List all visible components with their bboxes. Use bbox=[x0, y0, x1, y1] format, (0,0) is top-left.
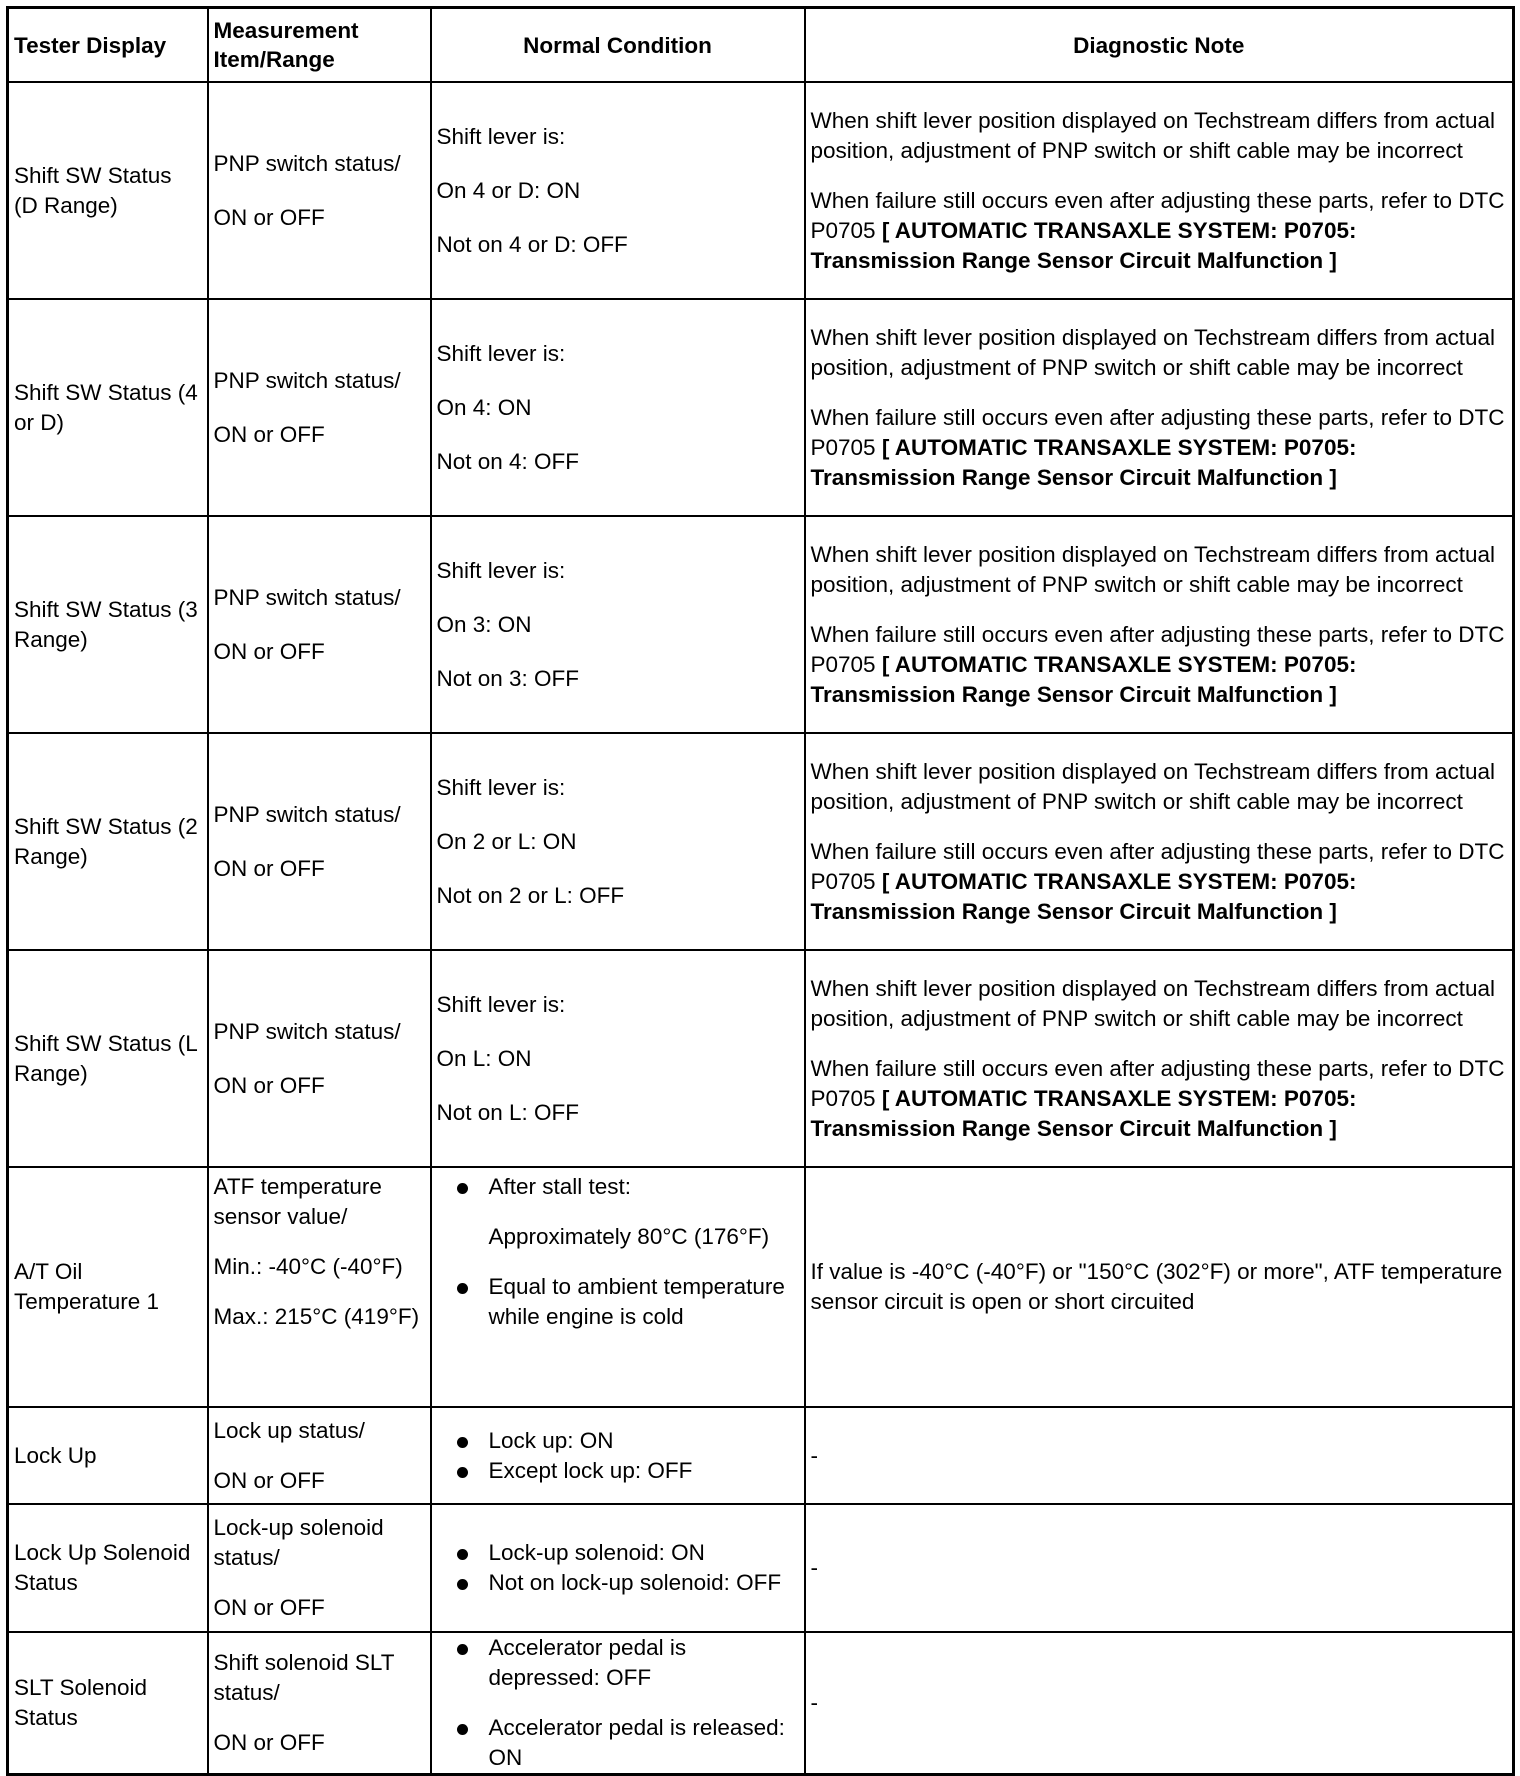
bullet-icon bbox=[457, 1579, 468, 1590]
header-diagnostic-note: Diagnostic Note bbox=[805, 8, 1514, 83]
normal-condition: Shift lever is: On 4: ON Not on 4: OFF bbox=[431, 299, 805, 516]
diagnostic-note: When shift lever position displayed on Techstream differs from actual position, adjustment of PNP switch or shift cable may be incorrect When failure still occurs even after adjusting these parts, refer to DTC P0705 [ AUTOMATIC TRANSAXLE SYSTEM: P0705: Transmission Range Sensor Circuit Malfunction ] bbox=[805, 950, 1514, 1167]
bullet-icon bbox=[457, 1283, 468, 1294]
diagnostic-note: - bbox=[805, 1407, 1514, 1504]
header-tester-display: Tester Display bbox=[8, 8, 208, 83]
list-item: Accelerator pedal is depressed: OFF bbox=[437, 1633, 799, 1693]
dtc-reference-link[interactable]: [ AUTOMATIC TRANSAXLE SYSTEM: P0705: Transmission Range Sensor Circuit Malfunction ] bbox=[810, 868, 1357, 924]
dtc-reference-link[interactable]: [ AUTOMATIC TRANSAXLE SYSTEM: P0705: Transmission Range Sensor Circuit Malfunction ] bbox=[810, 1085, 1357, 1141]
list-item: After stall test: bbox=[437, 1172, 799, 1202]
bullet-icon bbox=[457, 1644, 468, 1655]
tester-display: SLT Solenoid Status bbox=[8, 1632, 208, 1775]
bullet-icon bbox=[457, 1437, 468, 1448]
dtc-reference-link[interactable]: [ AUTOMATIC TRANSAXLE SYSTEM: P0705: Transmission Range Sensor Circuit Malfunction ] bbox=[810, 651, 1357, 707]
normal-condition bbox=[431, 1632, 805, 1775]
table-row bbox=[8, 299, 1514, 516]
tester-display: Shift SW Status (L Range) bbox=[8, 950, 208, 1167]
normal-condition: Shift lever is: On 4 or D: ON Not on 4 or D: OFF bbox=[431, 82, 805, 299]
table-row bbox=[8, 950, 1514, 1167]
table-row bbox=[8, 82, 1514, 299]
list-item: Lock up: ON bbox=[437, 1426, 799, 1456]
list-item: Except lock up: OFF bbox=[437, 1456, 799, 1486]
list-item: Lock-up solenoid: ON bbox=[437, 1538, 799, 1568]
tester-display: Lock Up bbox=[8, 1407, 208, 1504]
tester-display: Shift SW Status (4 or D) bbox=[8, 299, 208, 516]
table-row bbox=[8, 1167, 1514, 1407]
normal-condition: Shift lever is: On 2 or L: ON Not on 2 or L: OFF bbox=[431, 733, 805, 950]
measurement-item: PNP switch status/ ON or OFF bbox=[208, 950, 431, 1167]
header-measurement-item: Measurement Item/Range bbox=[208, 8, 431, 83]
normal-condition bbox=[431, 1407, 805, 1504]
diagnostic-note: - bbox=[805, 1504, 1514, 1632]
measurement-item: PNP switch status/ ON or OFF bbox=[208, 82, 431, 299]
diagnostic-note: When shift lever position displayed on Techstream differs from actual position, adjustment of PNP switch or shift cable may be incorrect When failure still occurs even after adjusting these parts, refer to DTC P0705 [ AUTOMATIC TRANSAXLE SYSTEM: P0705: Transmission Range Sensor Circuit Malfunction ] bbox=[805, 299, 1514, 516]
list-item: Not on lock-up solenoid: OFF bbox=[437, 1568, 799, 1598]
measurement-item: PNP switch status/ ON or OFF bbox=[208, 733, 431, 950]
bullet-icon bbox=[457, 1183, 468, 1194]
table-row bbox=[8, 1407, 1514, 1504]
list-item: Accelerator pedal is released: ON bbox=[437, 1713, 799, 1773]
measurement-item: Lock up status/ ON or OFF bbox=[208, 1407, 431, 1504]
diagnostic-note: When shift lever position displayed on Techstream differs from actual position, adjustment of PNP switch or shift cable may be incorrect When failure still occurs even after adjusting these parts, refer to DTC P0705 [ AUTOMATIC TRANSAXLE SYSTEM: P0705: Transmission Range Sensor Circuit Malfunction ] bbox=[805, 733, 1514, 950]
dtc-reference-link[interactable]: [ AUTOMATIC TRANSAXLE SYSTEM: P0705: Transmission Range Sensor Circuit Malfunction ] bbox=[810, 434, 1357, 490]
header-row bbox=[8, 8, 1514, 83]
normal-condition: Shift lever is: On L: ON Not on L: OFF bbox=[431, 950, 805, 1167]
header-normal-condition: Normal Condition bbox=[431, 8, 805, 83]
diagnostic-note: When shift lever position displayed on Techstream differs from actual position, adjustment of PNP switch or shift cable may be incorrect When failure still occurs even after adjusting these parts, refer to DTC P0705 [ AUTOMATIC TRANSAXLE SYSTEM: P0705: Transmission Range Sensor Circuit Malfunction ] bbox=[805, 516, 1514, 733]
dtc-reference-link[interactable]: [ AUTOMATIC TRANSAXLE SYSTEM: P0705: Transmission Range Sensor Circuit Malfunction ] bbox=[810, 217, 1357, 273]
measurement-item: Shift solenoid SLT status/ ON or OFF bbox=[208, 1632, 431, 1775]
bullet-icon bbox=[457, 1467, 468, 1478]
bullet-icon bbox=[457, 1549, 468, 1560]
tester-display: A/T Oil Temperature 1 bbox=[8, 1167, 208, 1407]
measurement-item: ATF temperature sensor value/ Min.: -40°C (-40°F) Max.: 215°C (419°F) bbox=[208, 1167, 431, 1407]
table-row bbox=[8, 733, 1514, 950]
normal-condition: After stall test: Approximately 80°C (176°F) Equal to ambient temperature while engine is cold bbox=[431, 1167, 805, 1407]
normal-condition: Shift lever is: On 3: ON Not on 3: OFF bbox=[431, 516, 805, 733]
tester-display: Shift SW Status (2 Range) bbox=[8, 733, 208, 950]
list-item: Equal to ambient temperature while engine is cold bbox=[437, 1272, 799, 1332]
normal-condition bbox=[431, 1504, 805, 1632]
diagnostic-note: When shift lever position displayed on Techstream differs from actual position, adjustment of PNP switch or shift cable may be incorrect When failure still occurs even after adjusting these parts, refer to DTC P0705 [ AUTOMATIC TRANSAXLE SYSTEM: P0705: Transmission Range Sensor Circuit Malfunction ] bbox=[805, 82, 1514, 299]
tester-display: Shift SW Status (D Range) bbox=[8, 82, 208, 299]
table-row bbox=[8, 1632, 1514, 1775]
measurement-item: PNP switch status/ ON or OFF bbox=[208, 516, 431, 733]
table-row bbox=[8, 1504, 1514, 1632]
diagnostic-note: - bbox=[805, 1632, 1514, 1775]
bullet-icon bbox=[457, 1724, 468, 1735]
measurement-item: Lock-up solenoid status/ ON or OFF bbox=[208, 1504, 431, 1632]
table-row bbox=[8, 516, 1514, 733]
tester-display: Shift SW Status (3 Range) bbox=[8, 516, 208, 733]
measurement-item: PNP switch status/ ON or OFF bbox=[208, 299, 431, 516]
data-list-table bbox=[6, 6, 1515, 1776]
diagnostic-note: If value is -40°C (-40°F) or "150°C (302°F) or more", ATF temperature sensor circuit is open or short circuited bbox=[805, 1167, 1514, 1407]
tester-display: Lock Up Solenoid Status bbox=[8, 1504, 208, 1632]
